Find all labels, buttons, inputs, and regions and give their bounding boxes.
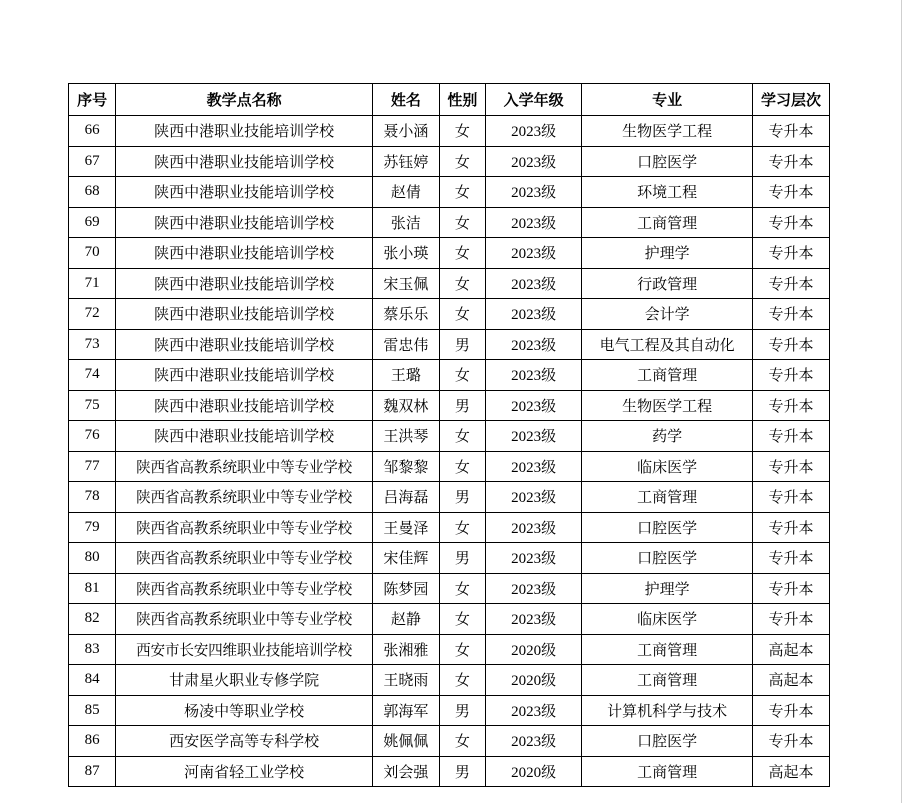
cell-name: 张小瑛 (372, 238, 439, 269)
cell-major: 口腔医学 (582, 146, 752, 177)
cell-year: 2023级 (485, 482, 582, 513)
cell-gender: 女 (439, 360, 485, 391)
cell-no: 79 (69, 512, 116, 543)
cell-name: 王曼泽 (372, 512, 439, 543)
cell-gender: 女 (439, 146, 485, 177)
cell-major: 会计学 (582, 299, 752, 330)
cell-gender: 女 (439, 665, 485, 696)
cell-level: 专升本 (752, 604, 829, 635)
header-cell-level: 学习层次 (752, 84, 829, 116)
cell-no: 76 (69, 421, 116, 452)
cell-name: 宋佳辉 (372, 543, 439, 574)
table-row (69, 299, 830, 330)
cell-year: 2023级 (485, 329, 582, 360)
roster-body (69, 116, 830, 787)
table-row (69, 390, 830, 421)
cell-school: 陕西中港职业技能培训学校 (116, 207, 373, 238)
table-row (69, 421, 830, 452)
cell-year: 2023级 (485, 573, 582, 604)
table-row (69, 238, 830, 269)
cell-gender: 女 (439, 299, 485, 330)
cell-school: 陕西省高教系统职业中等专业学校 (116, 573, 373, 604)
table-row (69, 268, 830, 299)
table-row (69, 573, 830, 604)
cell-name: 王洪琴 (372, 421, 439, 452)
cell-level: 高起本 (752, 756, 829, 787)
cell-level: 专升本 (752, 299, 829, 330)
cell-level: 专升本 (752, 146, 829, 177)
cell-major: 临床医学 (582, 604, 752, 635)
cell-year: 2023级 (485, 390, 582, 421)
cell-school: 陕西中港职业技能培训学校 (116, 390, 373, 421)
cell-no: 72 (69, 299, 116, 330)
cell-major: 护理学 (582, 573, 752, 604)
header-cell-no: 序号 (69, 84, 116, 116)
cell-gender: 女 (439, 268, 485, 299)
cell-no: 81 (69, 573, 116, 604)
cell-level: 专升本 (752, 482, 829, 513)
cell-year: 2023级 (485, 512, 582, 543)
cell-gender: 女 (439, 421, 485, 452)
cell-name: 张洁 (372, 207, 439, 238)
cell-school: 陕西省高教系统职业中等专业学校 (116, 451, 373, 482)
student-roster-table (68, 83, 830, 787)
cell-year: 2023级 (485, 299, 582, 330)
header-row (69, 84, 830, 116)
cell-gender: 男 (439, 695, 485, 726)
cell-level: 专升本 (752, 329, 829, 360)
cell-gender: 女 (439, 634, 485, 665)
cell-major: 口腔医学 (582, 726, 752, 757)
cell-year: 2020级 (485, 665, 582, 696)
cell-school: 西安市长安四维职业技能培训学校 (116, 634, 373, 665)
cell-year: 2023级 (485, 146, 582, 177)
cell-gender: 女 (439, 726, 485, 757)
cell-no: 75 (69, 390, 116, 421)
cell-level: 专升本 (752, 421, 829, 452)
cell-school: 甘肃星火职业专修学院 (116, 665, 373, 696)
header-cell-year: 入学年级 (485, 84, 582, 116)
cell-major: 工商管理 (582, 207, 752, 238)
cell-school: 陕西省高教系统职业中等专业学校 (116, 543, 373, 574)
cell-no: 68 (69, 177, 116, 208)
cell-major: 工商管理 (582, 665, 752, 696)
cell-level: 专升本 (752, 360, 829, 391)
cell-name: 魏双林 (372, 390, 439, 421)
cell-name: 王晓雨 (372, 665, 439, 696)
cell-school: 河南省轻工业学校 (116, 756, 373, 787)
cell-no: 69 (69, 207, 116, 238)
cell-school: 陕西中港职业技能培训学校 (116, 299, 373, 330)
cell-level: 专升本 (752, 207, 829, 238)
cell-year: 2023级 (485, 421, 582, 452)
header-cell-gender: 性别 (439, 84, 485, 116)
table-row (69, 360, 830, 391)
cell-level: 专升本 (752, 116, 829, 147)
cell-school: 陕西中港职业技能培训学校 (116, 146, 373, 177)
cell-school: 陕西省高教系统职业中等专业学校 (116, 604, 373, 635)
cell-school: 杨凌中等职业学校 (116, 695, 373, 726)
cell-school: 西安医学高等专科学校 (116, 726, 373, 757)
cell-name: 赵倩 (372, 177, 439, 208)
cell-level: 专升本 (752, 695, 829, 726)
cell-year: 2023级 (485, 604, 582, 635)
cell-name: 苏钰婷 (372, 146, 439, 177)
cell-gender: 女 (439, 451, 485, 482)
cell-school: 陕西中港职业技能培训学校 (116, 116, 373, 147)
cell-no: 83 (69, 634, 116, 665)
cell-name: 雷忠伟 (372, 329, 439, 360)
cell-year: 2023级 (485, 238, 582, 269)
cell-level: 专升本 (752, 512, 829, 543)
cell-year: 2023级 (485, 543, 582, 574)
cell-name: 姚佩佩 (372, 726, 439, 757)
header-cell-school: 教学点名称 (116, 84, 373, 116)
cell-gender: 男 (439, 756, 485, 787)
cell-year: 2023级 (485, 360, 582, 391)
cell-name: 聂小涵 (372, 116, 439, 147)
cell-year: 2023级 (485, 207, 582, 238)
cell-gender: 男 (439, 482, 485, 513)
cell-school: 陕西中港职业技能培训学校 (116, 329, 373, 360)
table-row (69, 146, 830, 177)
cell-major: 生物医学工程 (582, 390, 752, 421)
cell-year: 2023级 (485, 451, 582, 482)
cell-major: 电气工程及其自动化 (582, 329, 752, 360)
cell-name: 蔡乐乐 (372, 299, 439, 330)
cell-name: 郭海军 (372, 695, 439, 726)
cell-major: 工商管理 (582, 482, 752, 513)
cell-school: 陕西中港职业技能培训学校 (116, 238, 373, 269)
cell-gender: 男 (439, 543, 485, 574)
cell-name: 赵静 (372, 604, 439, 635)
cell-no: 77 (69, 451, 116, 482)
cell-gender: 女 (439, 573, 485, 604)
cell-year: 2023级 (485, 695, 582, 726)
cell-year: 2023级 (485, 726, 582, 757)
cell-major: 生物医学工程 (582, 116, 752, 147)
cell-gender: 女 (439, 512, 485, 543)
cell-major: 工商管理 (582, 756, 752, 787)
cell-year: 2023级 (485, 116, 582, 147)
cell-level: 专升本 (752, 543, 829, 574)
cell-school: 陕西中港职业技能培训学校 (116, 360, 373, 391)
table-row (69, 451, 830, 482)
cell-no: 71 (69, 268, 116, 299)
cell-school: 陕西中港职业技能培训学校 (116, 177, 373, 208)
cell-school: 陕西省高教系统职业中等专业学校 (116, 482, 373, 513)
cell-major: 临床医学 (582, 451, 752, 482)
cell-no: 70 (69, 238, 116, 269)
cell-name: 陈梦园 (372, 573, 439, 604)
cell-name: 宋玉佩 (372, 268, 439, 299)
table-row (69, 634, 830, 665)
cell-major: 护理学 (582, 238, 752, 269)
cell-year: 2020级 (485, 756, 582, 787)
cell-major: 行政管理 (582, 268, 752, 299)
cell-year: 2023级 (485, 268, 582, 299)
cell-level: 专升本 (752, 573, 829, 604)
cell-no: 73 (69, 329, 116, 360)
cell-school: 陕西中港职业技能培训学校 (116, 268, 373, 299)
cell-level: 专升本 (752, 726, 829, 757)
cell-name: 邹黎黎 (372, 451, 439, 482)
table-row (69, 177, 830, 208)
table-row (69, 207, 830, 238)
cell-level: 专升本 (752, 268, 829, 299)
cell-major: 工商管理 (582, 634, 752, 665)
table-row (69, 543, 830, 574)
cell-gender: 男 (439, 390, 485, 421)
cell-major: 工商管理 (582, 360, 752, 391)
cell-no: 87 (69, 756, 116, 787)
header-cell-name: 姓名 (372, 84, 439, 116)
cell-no: 66 (69, 116, 116, 147)
cell-name: 王璐 (372, 360, 439, 391)
cell-school: 陕西省高教系统职业中等专业学校 (116, 512, 373, 543)
cell-major: 药学 (582, 421, 752, 452)
cell-no: 84 (69, 665, 116, 696)
cell-major: 环境工程 (582, 177, 752, 208)
table-row (69, 604, 830, 635)
cell-name: 张湘雅 (372, 634, 439, 665)
table-row (69, 756, 830, 787)
cell-level: 专升本 (752, 177, 829, 208)
table-row (69, 512, 830, 543)
header-cell-major: 专业 (582, 84, 752, 116)
cell-no: 85 (69, 695, 116, 726)
table-row (69, 482, 830, 513)
cell-name: 吕海磊 (372, 482, 439, 513)
cell-school: 陕西中港职业技能培训学校 (116, 421, 373, 452)
cell-gender: 女 (439, 116, 485, 147)
table-row (69, 665, 830, 696)
cell-no: 67 (69, 146, 116, 177)
cell-no: 78 (69, 482, 116, 513)
table-row (69, 726, 830, 757)
table-row (69, 695, 830, 726)
cell-major: 计算机科学与技术 (582, 695, 752, 726)
cell-level: 高起本 (752, 665, 829, 696)
cell-name: 刘会强 (372, 756, 439, 787)
cell-no: 80 (69, 543, 116, 574)
table-row (69, 116, 830, 147)
cell-gender: 男 (439, 329, 485, 360)
cell-level: 高起本 (752, 634, 829, 665)
cell-major: 口腔医学 (582, 543, 752, 574)
cell-year: 2020级 (485, 634, 582, 665)
cell-gender: 女 (439, 604, 485, 635)
cell-no: 74 (69, 360, 116, 391)
cell-year: 2023级 (485, 177, 582, 208)
cell-gender: 女 (439, 238, 485, 269)
cell-gender: 女 (439, 177, 485, 208)
cell-no: 82 (69, 604, 116, 635)
table-row (69, 329, 830, 360)
cell-major: 口腔医学 (582, 512, 752, 543)
cell-gender: 女 (439, 207, 485, 238)
cell-level: 专升本 (752, 390, 829, 421)
cell-level: 专升本 (752, 238, 829, 269)
cell-level: 专升本 (752, 451, 829, 482)
cell-no: 86 (69, 726, 116, 757)
